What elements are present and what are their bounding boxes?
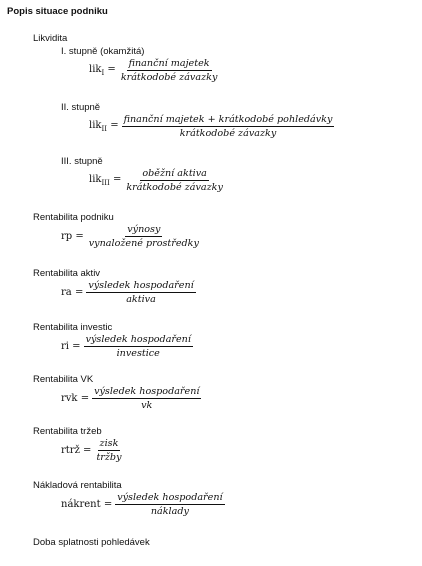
denominator: aktiva <box>126 294 156 305</box>
fraction <box>119 58 220 83</box>
formula-rtrz <box>61 438 124 463</box>
formula-lhs: rvk = <box>61 393 90 404</box>
fraction <box>84 334 193 359</box>
formula-ra <box>61 280 196 305</box>
formula-lhs: rp = <box>61 231 84 242</box>
formula-nakrent <box>61 492 225 517</box>
fraction <box>86 280 195 305</box>
formula-lhs: lik$_I$ = <box>89 64 116 77</box>
denominator: krátkodobé závazky <box>126 182 223 193</box>
heading-doba-splatnosti: Doba splatnosti pohledávek <box>33 537 150 548</box>
formula-lhs: ri = <box>61 341 81 352</box>
heading-nakladova-rentabilita: Nákladová rentabilita <box>33 480 122 491</box>
heading-rentabilita-trzeb: Rentabilita tržeb <box>33 426 102 437</box>
heading-rentabilita-vk: Rentabilita VK <box>33 374 94 385</box>
fraction <box>87 224 201 249</box>
formula-rvk <box>61 386 201 411</box>
fraction <box>115 492 224 517</box>
heading-rentabilita-podniku: Rentabilita podniku <box>33 212 114 223</box>
formula-lhs: lik$_{II}$ = <box>89 120 119 133</box>
numerator: výsledek hospodaření <box>88 280 194 291</box>
label-liquidity-2: II. stupně <box>61 102 101 113</box>
page-title: Popis situace podniku <box>7 6 108 17</box>
numerator: výsledek hospodaření <box>117 492 223 503</box>
denominator: vk <box>141 400 153 411</box>
formula-rp <box>61 224 201 249</box>
denominator: vynaložené prostředky <box>88 238 199 249</box>
numerator: finanční majetek <box>128 58 210 69</box>
denominator: náklady <box>150 506 189 517</box>
formula-liquidity-3 <box>89 168 225 193</box>
heading-rentabilita-investic: Rentabilita investic <box>33 322 113 333</box>
heading-likvidita: Likvidita <box>33 33 68 44</box>
heading-rentabilita-aktiv: Rentabilita aktiv <box>33 268 101 279</box>
formula-lhs: lik$_{III}$ = <box>89 174 122 187</box>
numerator: výsledek hospodaření <box>85 334 191 345</box>
denominator: krátkodobé závazky <box>179 128 277 139</box>
numerator: výnosy <box>127 224 161 235</box>
formula-liquidity-2 <box>89 114 334 139</box>
label-liquidity-1: I. stupně (okamžitá) <box>61 46 145 57</box>
formula-ri <box>61 334 193 359</box>
numerator: oběžní aktiva <box>142 168 207 179</box>
formula-lhs: rtrž = <box>61 445 92 456</box>
denominator: investice <box>116 348 160 359</box>
fraction <box>92 386 201 411</box>
numerator: výsledek hospodaření <box>94 386 200 397</box>
formula-liquidity-1 <box>89 58 219 83</box>
fraction <box>122 114 335 139</box>
fraction <box>94 438 123 463</box>
label-liquidity-3: III. stupně <box>61 156 103 167</box>
denominator: krátkodobé závazky <box>120 72 218 83</box>
fraction <box>124 168 225 193</box>
denominator: tržby <box>96 452 122 463</box>
formula-lhs: ra = <box>61 287 84 298</box>
formula-lhs: nákrent = <box>61 499 113 510</box>
numerator: zisk <box>99 438 119 449</box>
numerator: finanční majetek + krátkodobé pohledávky <box>123 114 333 125</box>
